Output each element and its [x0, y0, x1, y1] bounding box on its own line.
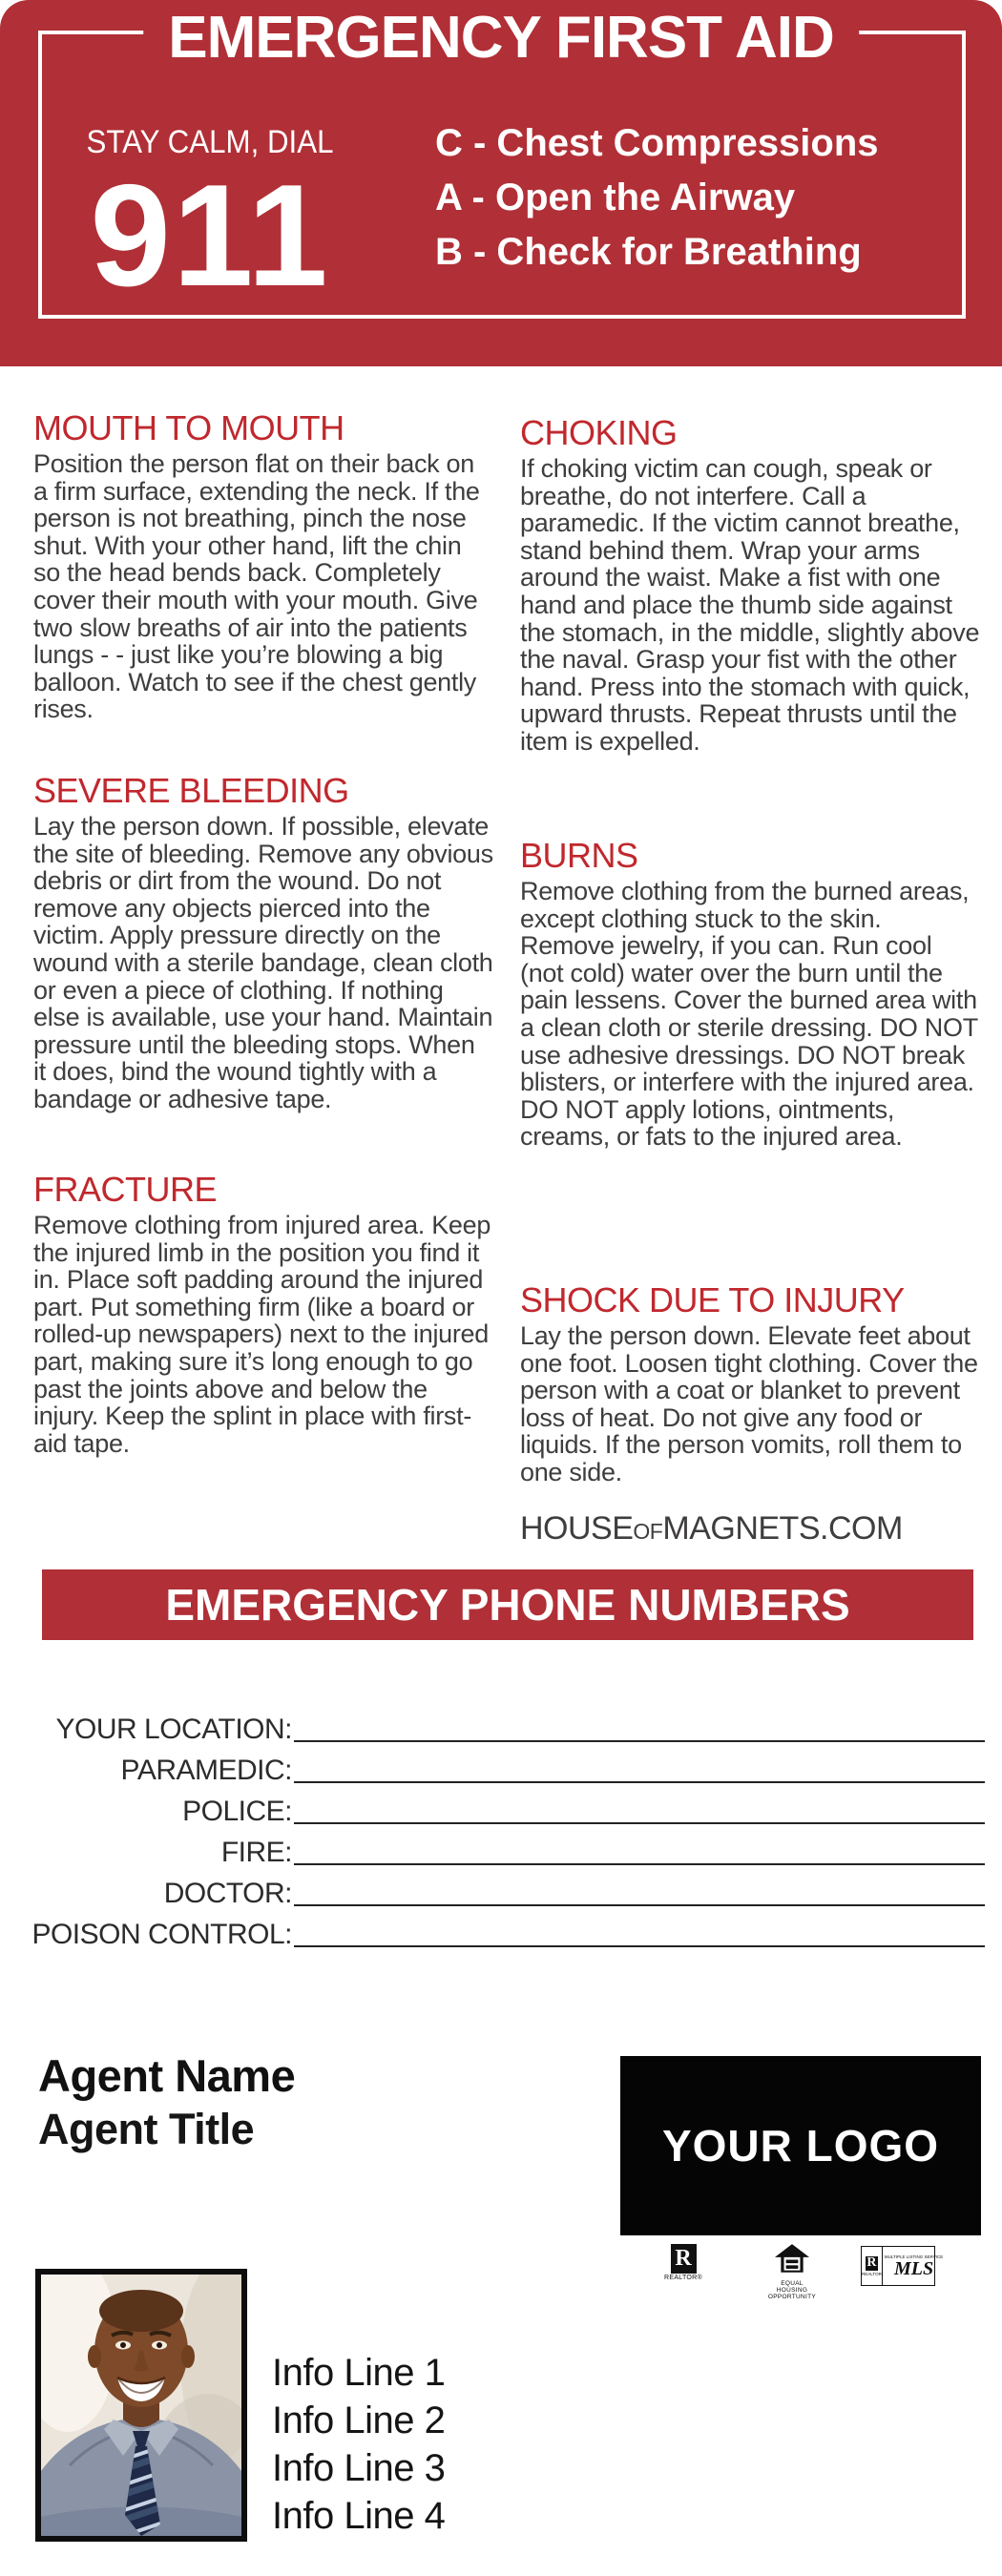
- phone-numbers-banner: EMERGENCY PHONE NUMBERS: [42, 1569, 973, 1640]
- phone-row-your-location: [27, 1706, 985, 1747]
- phone-line-input[interactable]: [294, 1835, 985, 1865]
- realtor-icon: R REALTOR®: [664, 2246, 702, 2281]
- info-line-1[interactable]: Info Line 1: [272, 2352, 446, 2394]
- phone-label: FIRE:: [220, 1837, 292, 1868]
- phone-row-fire: [27, 1829, 985, 1870]
- section-heading: MOUTH TO MOUTH: [33, 408, 344, 447]
- header-panel: [0, 0, 1002, 366]
- section-body: Lay the person down. If possible, elevate the site of bleeding. Remove any obvious debris or dirt from the wound. Do not remove any objects pierced into the victim. Apply pressure directly on the wound with a sterile bandage, clean cloth or even a piece of clothing. If nothing else is available, use your hand. Maintain pressure until the bleeding stops. When it does, bind the wound tightly with a bandage or adhesive tape.: [33, 812, 493, 1113]
- phone-line-input[interactable]: [294, 1712, 985, 1742]
- section-fracture: [33, 1172, 493, 1457]
- info-line-3[interactable]: Info Line 3: [272, 2447, 446, 2489]
- section-heading: SEVERE BLEEDING: [33, 771, 349, 810]
- section-body: Position the person flat on their back on a firm surface, extending the neck. If the person is not breathing, pinch the nose shut. With your other hand, lift the chin so the head bends back. Completely cover their mouth with your mouth. Give two slow breaths of air into the patients lungs - - just like you’re blowing a big balloon. Watch to see if the chest gently rises.: [33, 449, 480, 724]
- mls-icon: R REALTOR MULTIPLE LISTING SERVICE MLS: [861, 2246, 935, 2286]
- phone-row-doctor: [27, 1870, 985, 1911]
- equal-housing-house-glyph: [775, 2244, 809, 2275]
- section-heading: FRACTURE: [33, 1170, 217, 1209]
- cab-steps-list: [435, 116, 879, 280]
- phone-line-input[interactable]: [294, 1753, 985, 1783]
- phone-label: PARAMEDIC:: [120, 1755, 292, 1786]
- section-mouth-to-mouth: [33, 410, 493, 723]
- dial-label: STAY CALM, DIAL: [86, 124, 334, 160]
- equal-housing-icon: EQUAL HOUSING OPPORTUNITY: [765, 2244, 819, 2300]
- phone-line-input[interactable]: [294, 1917, 985, 1947]
- section-burns: [520, 838, 980, 1151]
- phone-row-paramedic: [27, 1747, 985, 1788]
- info-lines: [272, 2349, 445, 2540]
- info-line-2[interactable]: Info Line 2: [272, 2399, 446, 2441]
- cab-step-c: C - Chest Compressions: [435, 122, 879, 164]
- website-text: [520, 1510, 903, 1548]
- agent-portrait-illustration: [41, 2275, 241, 2536]
- phone-label: YOUR LOCATION:: [55, 1714, 292, 1745]
- phone-rows: [27, 1706, 985, 1952]
- phone-line-input[interactable]: [294, 1794, 985, 1824]
- agent-photo[interactable]: [35, 2269, 247, 2542]
- section-severe-bleeding: [33, 773, 493, 1113]
- section-heading: SHOCK DUE TO INJURY: [520, 1280, 905, 1319]
- section-body: If choking victim can cough, speak or breathe, do not interfere. Call a paramedic. If the victim cannot breathe, stand behind them. Wrap your arms around the waist. Make a fist with one hand and place the thumb side against the stomach, in the middle, slightly above the naval. Grasp your fist with the other hand. Press into the stomach with quick, upward thrusts. Repeat thrusts until the item is expelled.: [520, 454, 980, 756]
- section-body: Remove clothing from the burned areas, except clothing stuck to the skin. Remove jewelry, if you can. Run cool (not cold) water over the burn until the pain lessens. Cover the burned area with a clean cloth or sterile dressing. DO NOT use adhesive dressings. DO NOT break blisters, or interfere with the injured area. DO NOT apply lotions, ointments, creams, or fats to the injured area.: [520, 877, 978, 1152]
- cab-step-a: A - Open the Airway: [435, 177, 796, 218]
- logo-placeholder[interactable]: [620, 2056, 981, 2235]
- section-heading: CHOKING: [520, 413, 678, 452]
- website-of: OF: [633, 1519, 663, 1544]
- phone-label: POLICE:: [182, 1796, 292, 1827]
- page-title: EMERGENCY FIRST AID: [143, 6, 859, 71]
- association-badges: [620, 2244, 981, 2300]
- website-house: HOUSE: [520, 1510, 634, 1547]
- phone-row-poison-control: [27, 1911, 985, 1952]
- dial-911-block: [67, 124, 353, 317]
- section-body: Lay the person down. Elevate feet about one foot. Loosen tight clothing. Cover the person with a coat or blanket to prevent loss of heat. Do not give any food or liquids. If the person vomits, roll them to one side.: [520, 1321, 978, 1486]
- phone-label: DOCTOR:: [163, 1878, 292, 1909]
- section-shock: [520, 1282, 980, 1486]
- agent-name-placeholder[interactable]: Agent Name: [38, 2050, 296, 2101]
- phone-line-input[interactable]: [294, 1876, 985, 1906]
- agent-title-placeholder[interactable]: Agent Title: [38, 2105, 255, 2153]
- cab-step-b: B - Check for Breathing: [435, 231, 862, 273]
- section-body: Remove clothing from injured area. Keep the injured limb in the position you find it in. Place soft padding around the injured part. Put something firm (like a board or rolled-up newspapers) next to the injured part, making sure it’s long enough to go past the joints above and below the injury. Keep the splint in place with first-aid tape.: [33, 1211, 491, 1458]
- phone-label: POISON CONTROL:: [31, 1919, 292, 1950]
- section-heading: BURNS: [520, 836, 638, 875]
- phone-row-police: [27, 1788, 985, 1829]
- section-choking: [520, 415, 980, 756]
- website-magnets: MAGNETS.COM: [662, 1510, 903, 1547]
- logo-placeholder-text: YOUR LOGO: [661, 2121, 940, 2171]
- info-line-4[interactable]: Info Line 4: [272, 2495, 446, 2537]
- dial-number-911: 911: [90, 155, 330, 317]
